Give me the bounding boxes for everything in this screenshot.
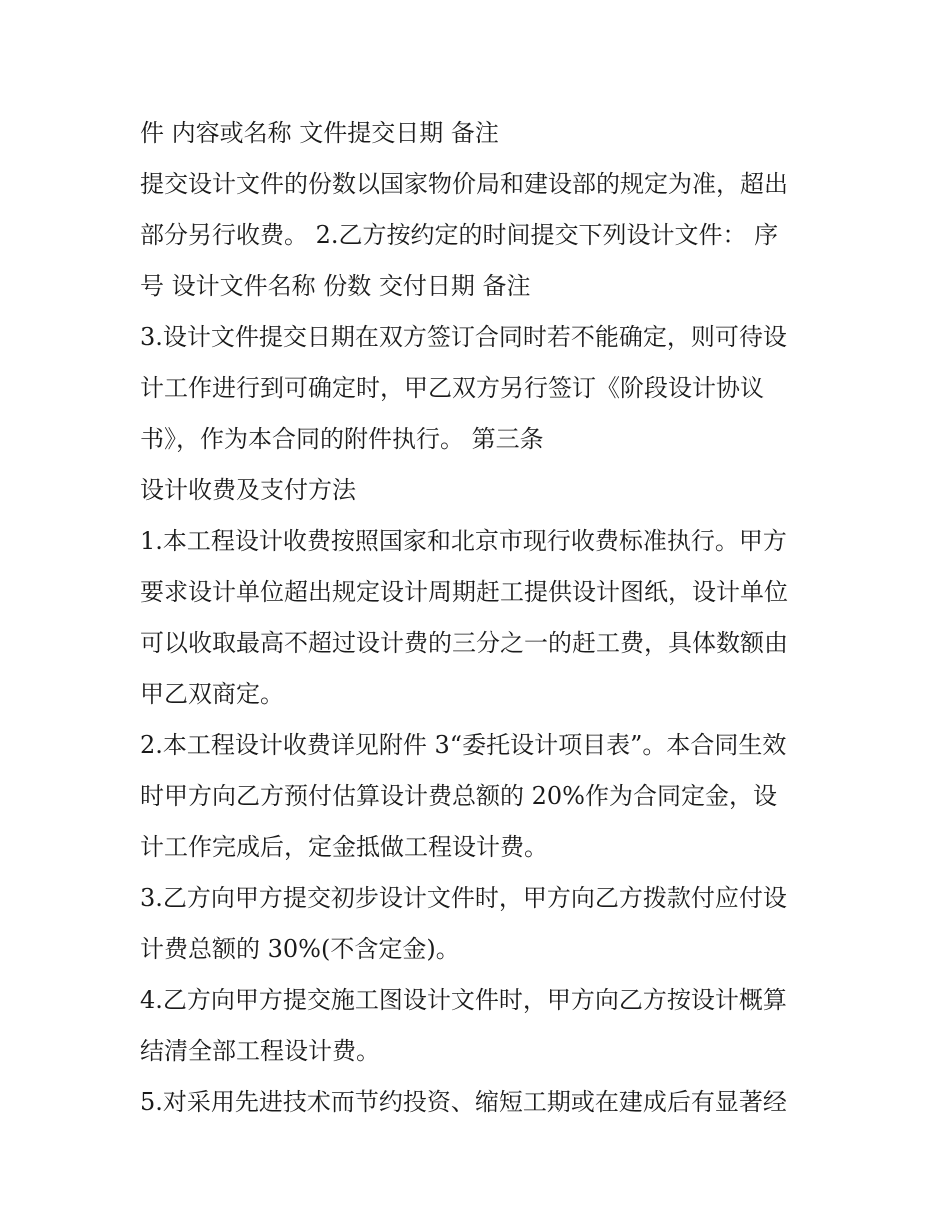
- text-line: 计费总额的 30%(不含定金)。: [140, 935, 460, 963]
- text-line: 3.设计文件提交日期在双方签订合同时若不能确定，则可待设: [140, 323, 787, 351]
- text-line: 甲乙双商定。: [140, 680, 284, 708]
- text-line: 1.本工程设计收费按照国家和北京市现行收费标准执行。甲方: [140, 527, 787, 555]
- text-line: 部分另行收费。 2.乙方按约定的时间提交下列设计文件： 序: [140, 221, 779, 249]
- text-line: 提交设计文件的份数以国家物价局和建设部的规定为准，超出: [140, 170, 788, 198]
- text-line: 2.本工程设计收费详见附件 3“委托设计项目表”。本合同生效: [140, 731, 787, 759]
- text-line: 要求设计单位超出规定设计周期赶工提供设计图纸，设计单位: [140, 578, 788, 606]
- text-line: 时甲方向乙方预付估算设计费总额的 20%作为合同定金，设: [140, 782, 777, 810]
- text-line: 件 内容或名称 文件提交日期 备注: [140, 119, 499, 147]
- text-line: 3.乙方向甲方提交初步设计文件时，甲方向乙方拨款付应付设: [140, 884, 787, 912]
- text-line: 结清全部工程设计费。: [140, 1037, 380, 1065]
- text-line: 计工作完成后，定金抵做工程设计费。: [140, 833, 548, 861]
- text-line: 号 设计文件名称 份数 交付日期 备注: [140, 272, 531, 300]
- text-line: 5.对采用先进技术而节约投资、缩短工期或在建成后有显著经: [140, 1088, 787, 1116]
- document-body: [140, 108, 820, 1128]
- section-heading: 设计收费及支付方法: [140, 476, 356, 504]
- text-line: 可以收取最高不超过设计费的三分之一的赶工费，具体数额由: [140, 629, 788, 657]
- text-line: 书》，作为本合同的附件执行。 第三条: [140, 425, 544, 453]
- text-line: 计工作进行到可确定时，甲乙双方另行签订《阶段设计协议: [140, 374, 764, 402]
- text-line: 4.乙方向甲方提交施工图设计文件时，甲方向乙方按设计概算: [140, 986, 787, 1014]
